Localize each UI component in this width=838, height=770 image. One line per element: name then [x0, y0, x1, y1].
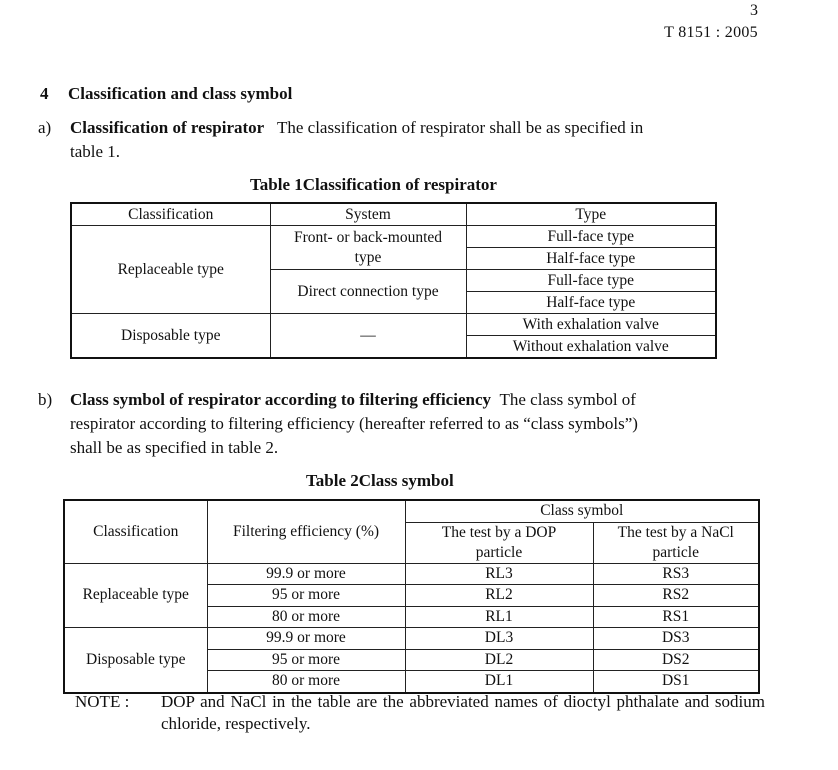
table-note [75, 691, 765, 735]
table2-caption-title: Class symbol [358, 471, 454, 490]
table2-dop-cell: RL1 [405, 606, 593, 628]
table2-header-class-symbol: Class symbol [405, 500, 759, 522]
table2-eff-cell: 80 or more [207, 671, 405, 693]
paragraph-a-heading: Classification of respirator [70, 118, 265, 137]
front-back-line2: type [354, 248, 382, 266]
table-row [71, 314, 716, 336]
table2-eff-cell: 95 or more [207, 585, 405, 607]
table1-full-face-1: Full-face type [466, 226, 716, 248]
table1-direct-cell: Direct connection type [270, 270, 466, 314]
section-heading [40, 84, 292, 104]
table2-nacl-cell: RS1 [593, 606, 759, 628]
nacl-header-line2: particle [652, 543, 699, 561]
front-back-line1: Front- or back-mounted [293, 228, 443, 246]
paragraph-b-heading: Class symbol of respirator according to filtering efficiency [70, 390, 491, 409]
table1-caption [250, 175, 497, 195]
table2-header-dop [405, 522, 593, 563]
table2-nacl-cell: DS1 [593, 671, 759, 693]
table2-header-efficiency: Filtering efficiency (%) [207, 500, 405, 563]
table2-nacl-cell: DS2 [593, 649, 759, 671]
table2-eff-cell: 99.9 or more [207, 628, 405, 650]
table1-caption-number: Table 1 [250, 175, 303, 194]
table-row [64, 563, 759, 585]
table1-caption-title: Classification of respirator [302, 175, 497, 194]
table2-disposable-cell: Disposable type [64, 628, 207, 693]
table2-header-nacl [593, 522, 759, 563]
table1-half-face-1: Half-face type [466, 248, 716, 270]
table2-replaceable-cell: Replaceable type [64, 563, 207, 628]
paragraph-b-text-3: shall be as specified in table 2. [70, 438, 279, 457]
table2-nacl-cell: RS3 [593, 563, 759, 585]
paragraph-a-label: a) [38, 118, 52, 137]
table-row [64, 628, 759, 650]
note-label: NOTE : [75, 692, 130, 711]
table1-header-classification: Classification [71, 203, 270, 226]
table1-front-back-cell [270, 226, 466, 270]
dop-header-line1: The test by a DOP [441, 523, 557, 541]
table2-nacl-cell: DS3 [593, 628, 759, 650]
table2-caption-number: Table 2 [306, 471, 359, 490]
table2-header-row [64, 500, 759, 522]
table1-full-face-2: Full-face type [466, 270, 716, 292]
table2-dop-cell: RL3 [405, 563, 593, 585]
table2-dop-cell: RL2 [405, 585, 593, 607]
table2-dop-cell: DL1 [405, 671, 593, 693]
paragraph-b [38, 388, 768, 460]
table1-disposable-cell: Disposable type [71, 314, 270, 359]
page-number: 3 [750, 2, 758, 19]
dop-header-line2: particle [475, 543, 523, 561]
table2-dop-cell: DL2 [405, 649, 593, 671]
section-number: 4 [40, 84, 49, 103]
table1-header-type: Type [466, 203, 716, 226]
table-1 [70, 202, 717, 359]
section-title: Classification and class symbol [68, 84, 293, 103]
table2-nacl-cell: RS2 [593, 585, 759, 607]
paragraph-a [38, 116, 768, 164]
table2-caption [306, 471, 454, 491]
table1-with-valve: With exhalation valve [466, 314, 716, 336]
paragraph-b-text-1: The class symbol of [499, 390, 636, 409]
paragraph-b-label: b) [38, 390, 53, 409]
table1-header-system: System [270, 203, 466, 226]
paragraph-a-text-1: The classification of respirator shall be as specified in [276, 118, 644, 137]
paragraph-a-text-2: table 1. [70, 142, 121, 161]
table2-eff-cell: 95 or more [207, 649, 405, 671]
table1-header-row [71, 203, 716, 226]
standard-number: T 8151 : 2005 [664, 24, 758, 41]
paragraph-b-text-2: respirator according to filtering efficiency (hereafter referred to as “class symbols”) [70, 414, 638, 433]
nacl-header-line1: The test by a NaCl [617, 523, 734, 541]
note-text: DOP and NaCl in the table are the abbreviated names of dioctyl phthalate and sodium chloride, respectively. [161, 692, 765, 733]
table1-dash-cell: — [270, 314, 466, 359]
table1-replaceable-cell: Replaceable type [71, 226, 270, 314]
table2-header-classification: Classification [64, 500, 207, 563]
table2-dop-cell: DL3 [405, 628, 593, 650]
table-2 [63, 499, 760, 694]
table1-without-valve: Without exhalation valve [466, 336, 716, 359]
table1-half-face-2: Half-face type [466, 292, 716, 314]
table2-eff-cell: 99.9 or more [207, 563, 405, 585]
table2-eff-cell: 80 or more [207, 606, 405, 628]
table-row [71, 226, 716, 248]
